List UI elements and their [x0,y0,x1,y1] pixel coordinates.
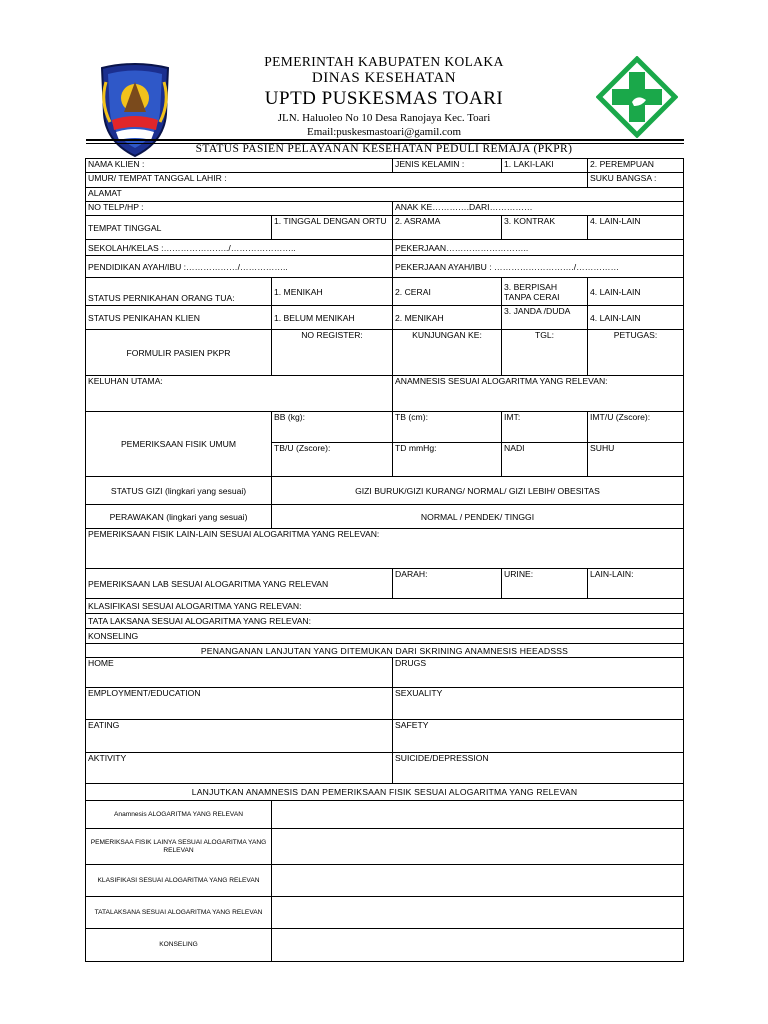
field-tata-laksana[interactable]: TATA LAKSANA SESUAI ALOGARITMA YANG RELEVAN: [86,614,684,629]
option-janda-duda[interactable]: 3. JANDA /DUDA [502,306,588,330]
field-pekerjaan-ortu[interactable]: PEKERJAAN AYAH/IBU : ………………………./…………… [393,256,684,278]
label-lanjutan-tatalaksana: TATALAKSANA SESUAI ALOGARITMA YANG RELEVAN [86,897,272,929]
field-sekolah-kelas[interactable]: SEKOLAH/KELAS :…………………../………………….. [86,240,393,256]
field-darah[interactable]: DARAH: [393,569,502,599]
field-tb[interactable]: TB (cm): [393,412,502,443]
label-fisik-umum: PEMERIKSAAN FISIK UMUM [86,412,272,477]
option-ortu-berpisah[interactable]: 3. BERPISAH TANPA CERAI [502,278,588,306]
field-lanjutan-konseling[interactable] [272,929,684,962]
field-home[interactable]: HOME [86,658,393,688]
field-anamnesis[interactable]: ANAMNESIS SESUAI ALOGARITMA YANG RELEVAN: [393,376,684,412]
field-konseling[interactable]: KONSELING [86,629,684,644]
option-asrama[interactable]: 2. ASRAMA [393,216,502,240]
field-aktivity[interactable]: AKTIVITY [86,753,393,784]
field-klasifikasi[interactable]: KLASIFIKASI SESUAI ALOGARITMA YANG RELEVAN: [86,599,684,614]
option-ortu-cerai[interactable]: 2. CERAI [393,278,502,306]
field-no-telp[interactable]: NO TELP/HP : [86,202,393,216]
field-drugs[interactable]: DRUGS [393,658,684,688]
field-suku-bangsa[interactable]: SUKU BANGSA : [588,173,684,188]
label-status-klien: STATUS PENIKAHAN KLIEN [86,306,272,330]
option-kontrak[interactable]: 3. KONTRAK [502,216,588,240]
label-lanjutan-klasifikasi: KLASIFIKASI SESUAI ALOGARITMA YANG RELEVAN [86,865,272,897]
field-pendidikan-ortu[interactable]: PENDIDIKAN AYAH/IBU :………………/…………….. [86,256,393,278]
label-status-gizi: STATUS GIZI (lingkari yang sesuai) [86,477,272,505]
field-keluhan-utama[interactable]: KELUHAN UTAMA: [86,376,393,412]
options-status-gizi[interactable]: GIZI BURUK/GIZI KURANG/ NORMAL/ GIZI LEBIH/ OBESITAS [272,477,684,505]
label-formulir-pkpr: FORMULIR PASIEN PKPR [86,330,272,376]
field-pekerjaan[interactable]: PEKERJAAN……………………….. [393,240,684,256]
kop-line-government: PEMERINTAH KABUPATEN KOLAKA [264,54,504,69]
field-imt-u[interactable]: IMT/U (Zscore): [588,412,684,443]
field-imt[interactable]: IMT: [502,412,588,443]
field-nama-klien[interactable]: NAMA KLIEN : [86,159,393,173]
option-perempuan[interactable]: 2. PEREMPUAN [588,159,684,173]
field-tb-u[interactable]: TB/U (Zscore): [272,443,393,477]
option-klien-menikah[interactable]: 2. MENIKAH [393,306,502,330]
field-nadi[interactable]: NADI [502,443,588,477]
kop-line-puskesmas: UPTD PUSKESMAS TOARI [264,88,504,109]
label-perawakan: PERAWAKAN (lingkari yang sesuai) [86,505,272,529]
field-lanjutan-fisik[interactable] [272,829,684,865]
field-umur-ttl[interactable]: UMUR/ TEMPAT TANGGAL LAHIR : [86,173,588,188]
option-tinggal-lain[interactable]: 4. LAIN-LAIN [588,216,684,240]
field-employment[interactable]: EMPLOYMENT/EDUCATION [86,688,393,720]
field-safety[interactable]: SAFETY [393,720,684,753]
field-no-register[interactable]: NO REGISTER: [272,330,393,376]
option-klien-lain[interactable]: 4. LAIN-LAIN [588,306,684,330]
pkpr-form-table [85,158,684,962]
field-fisik-lain[interactable]: PEMERIKSAAN FISIK LAIN-LAIN SESUAI ALOGARITMA YANG RELEVAN: [86,529,684,569]
field-jenis-kelamin: JENIS KELAMIN : [393,159,502,173]
label-lanjutan-anamnesis: Anamnesis ALOGARITMA YANG RELEVAN [86,801,272,829]
field-lanjutan-klasifikasi[interactable] [272,865,684,897]
field-tgl[interactable]: TGL: [502,330,588,376]
field-eating[interactable]: EATING [86,720,393,753]
label-lanjutan-konseling: KONSELING [86,929,272,962]
label-pemeriksaan-lab: PEMERIKSAAN LAB SESUAI ALOGARITMA YANG RELEVAN [86,569,393,599]
kop-line-department: DINAS KESEHATAN [311,70,457,86]
option-tinggal-ortu[interactable]: 1. TINGGAL DENGAN ORTU [272,216,393,240]
field-suhu[interactable]: SUHU [588,443,684,477]
option-ortu-lain[interactable]: 4. LAIN-LAIN [588,278,684,306]
kop-address: JLN. Haluoleo No 10 Desa Ranojaya Kec. Toari [277,112,491,124]
options-perawakan[interactable]: NORMAL / PENDEK/ TINGGI [272,505,684,529]
form-title: STATUS PASIEN PELAYANAN KESEHATAN PEDULI REMAJA (PKPR) [195,143,573,155]
option-laki-laki[interactable]: 1. LAKI-LAKI [502,159,588,173]
field-kunjungan[interactable]: KUNJUNGAN KE: [393,330,502,376]
field-alamat[interactable]: ALAMAT [86,188,684,202]
label-lanjutan-fisik: PEMERIKSAA FISIK LAINYA SESUAI ALOGARITMA YANG RELEVAN [86,829,272,865]
field-td[interactable]: TD mmHg: [393,443,502,477]
section-heeadsss-title: PENANGANAN LANJUTAN YANG DITEMUKAN DARI SKRINING ANAMNESIS HEEADSSS [86,644,684,658]
field-petugas[interactable]: PETUGAS: [588,330,684,376]
kop-email: Email:puskesmastoari@gamil.com [306,126,462,138]
label-status-ortu: STATUS PERNIKAHAN ORANG TUA: [86,278,272,306]
field-urine[interactable]: URINE: [502,569,588,599]
field-bb[interactable]: BB (kg): [272,412,393,443]
option-belum-menikah[interactable]: 1. BELUM MENIKAH [272,306,393,330]
field-lanjutan-anamnesis[interactable] [272,801,684,829]
field-lanjutan-tatalaksana[interactable] [272,897,684,929]
field-sexuality[interactable]: SEXUALITY [393,688,684,720]
field-lab-lain[interactable]: LAIN-LAIN: [588,569,684,599]
option-ortu-menikah[interactable]: 1. MENIKAH [272,278,393,306]
field-suicide[interactable]: SUICIDE/DEPRESSION [393,753,684,784]
field-anak-ke[interactable]: ANAK KE………….DARI…………… [393,202,684,216]
kop-divider-thick [86,139,684,141]
section-lanjutan-title: LANJUTKAN ANAMNESIS DAN PEMERIKSAAN FISIK SESUAI ALOGARITMA YANG RELEVAN [86,784,684,801]
label-tempat-tinggal: TEMPAT TINGGAL [86,216,272,240]
